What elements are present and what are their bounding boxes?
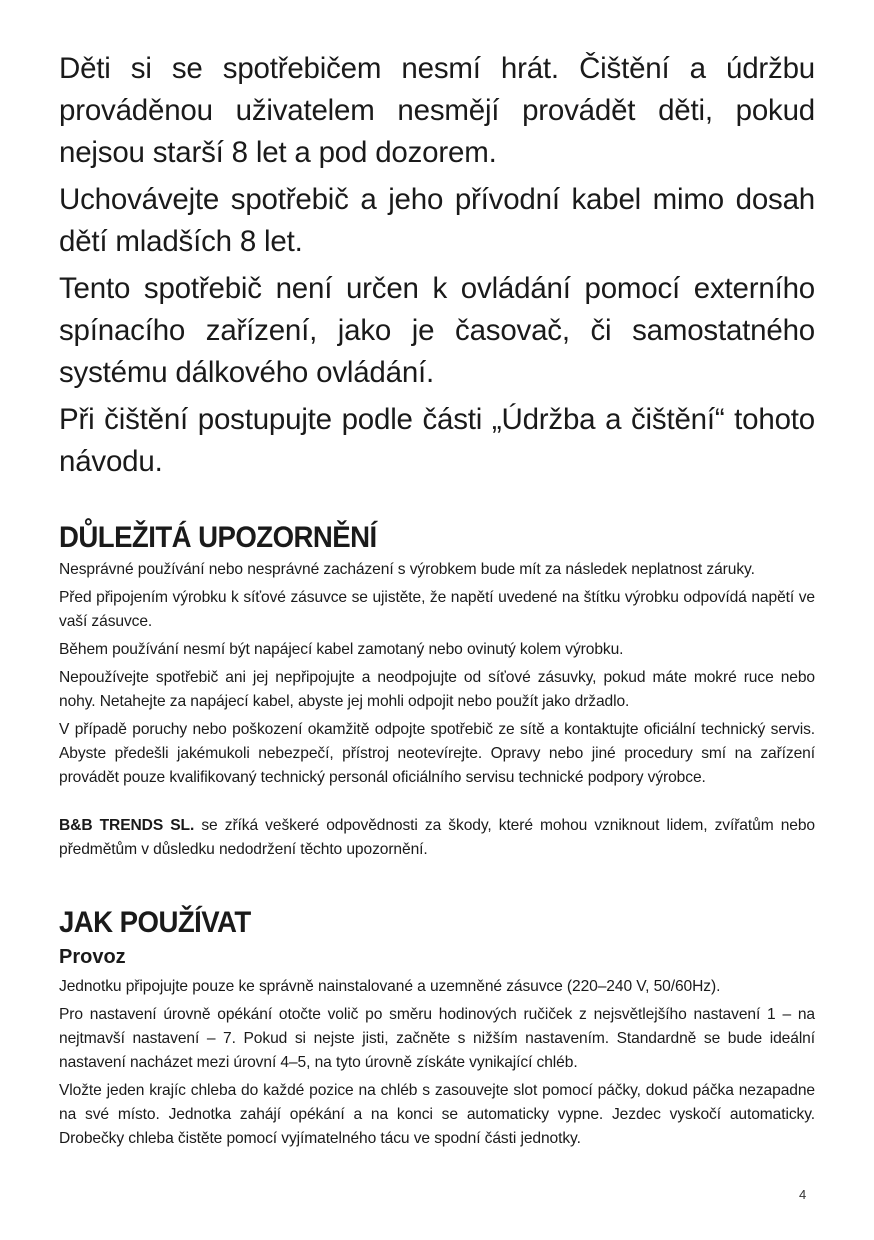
warning-paragraph: Před připojením výrobku k síťové zásuvce se ujistěte, že napětí uvedené na štítku výrobku odpovídá napětí ve vaší zásuvce. xyxy=(59,589,815,630)
disclaimer-paragraph xyxy=(59,814,815,862)
warnings-section xyxy=(59,558,815,862)
instruction-paragraph: Jednotku připojujte pouze ke správně nainstalované a uzemněné zásuvce (220–240 V, 50/60Hz). xyxy=(59,978,721,995)
instruction-paragraph: Pro nastavení úrovně opékání otočte volič po směru hodinových ručiček z nejsvětlejšího nastavení 1 – na nejtmavší nastavení – 7. Pokud si nejste jisti, začněte s nižším nastavením. Standardně se bude ideální nastavení nacházet mezi úrovní 4–5, na tyto úrovně získáte vynikající chléb. xyxy=(59,1006,815,1071)
warning-paragraph: Během používání nesmí být napájecí kabel zamotaný nebo ovinutý kolem výrobku. xyxy=(59,641,624,658)
warnings-heading: DŮLEŽITÁ UPOZORNĚNÍ xyxy=(59,521,377,554)
intro-section xyxy=(59,48,815,483)
how-to-use-section xyxy=(59,975,815,1151)
company-name: B&B TRENDS SL. xyxy=(59,817,195,834)
disclaimer-text: se zříká veškeré odpovědnosti za škody, které mohou vzniknout lidem, zvířatům nebo předmětům v důsledku nedodržení těchto upozornění. xyxy=(59,817,815,858)
operation-subheading: Provoz xyxy=(59,946,126,968)
warning-paragraph: Nepoužívejte spotřebič ani jej nepřipojujte a neodpojujte od síťové zásuvky, pokud máte mokré ruce nebo nohy. Netahejte za napájecí kabel, abyste jej mohli odpojit nebo použít jako držadlo. xyxy=(59,669,815,710)
how-to-use-heading: JAK POUŽÍVAT xyxy=(59,906,251,939)
intro-paragraph: Děti si se spotřebičem nesmí hrát. Čištění a údržbu prováděnou uživatelem nesmějí provádět děti, pokud nejsou starší 8 let a pod dozorem. xyxy=(59,52,815,169)
page-number: 4 xyxy=(799,1187,807,1202)
intro-paragraph: Při čištění postupujte podle části „Údržba a čištění“ tohoto návodu. xyxy=(59,403,815,478)
intro-paragraph: Uchovávejte spotřebič a jeho přívodní kabel mimo dosah dětí mladších 8 let. xyxy=(59,183,815,258)
instruction-paragraph: Vložte jeden krajíc chleba do každé pozice na chléb s zasouvejte slot pomocí páčky, dokud páčka nezapadne na své místo. Jednotka zahájí opékání a na konci se automaticky vypne. Jezdec vyskočí automaticky. Drobečky chleba čistěte pomocí vyjímatelného tácu ve spodní části jednotky. xyxy=(59,1082,815,1147)
document-page xyxy=(59,48,815,1155)
intro-paragraph: Tento spotřebič není určen k ovládání pomocí externího spínacího zařízení, jako je časovač, či samostatného systému dálkového ovládání. xyxy=(59,272,815,389)
warning-paragraph: V případě poruchy nebo poškození okamžitě odpojte spotřebič ze sítě a kontaktujte oficiální technický servis. Abyste předešli jakémukoli nebezpečí, přístroj neotevírejte. Opravy nebo jiné procedury smí na zařízení provádět pouze kvalifikovaný technický personál oficiálního servisu technické podpory výrobce. xyxy=(59,721,815,786)
warning-paragraph: Nesprávné používání nebo nesprávné zacházení s výrobkem bude mít za následek neplatnost záruky. xyxy=(59,561,755,578)
